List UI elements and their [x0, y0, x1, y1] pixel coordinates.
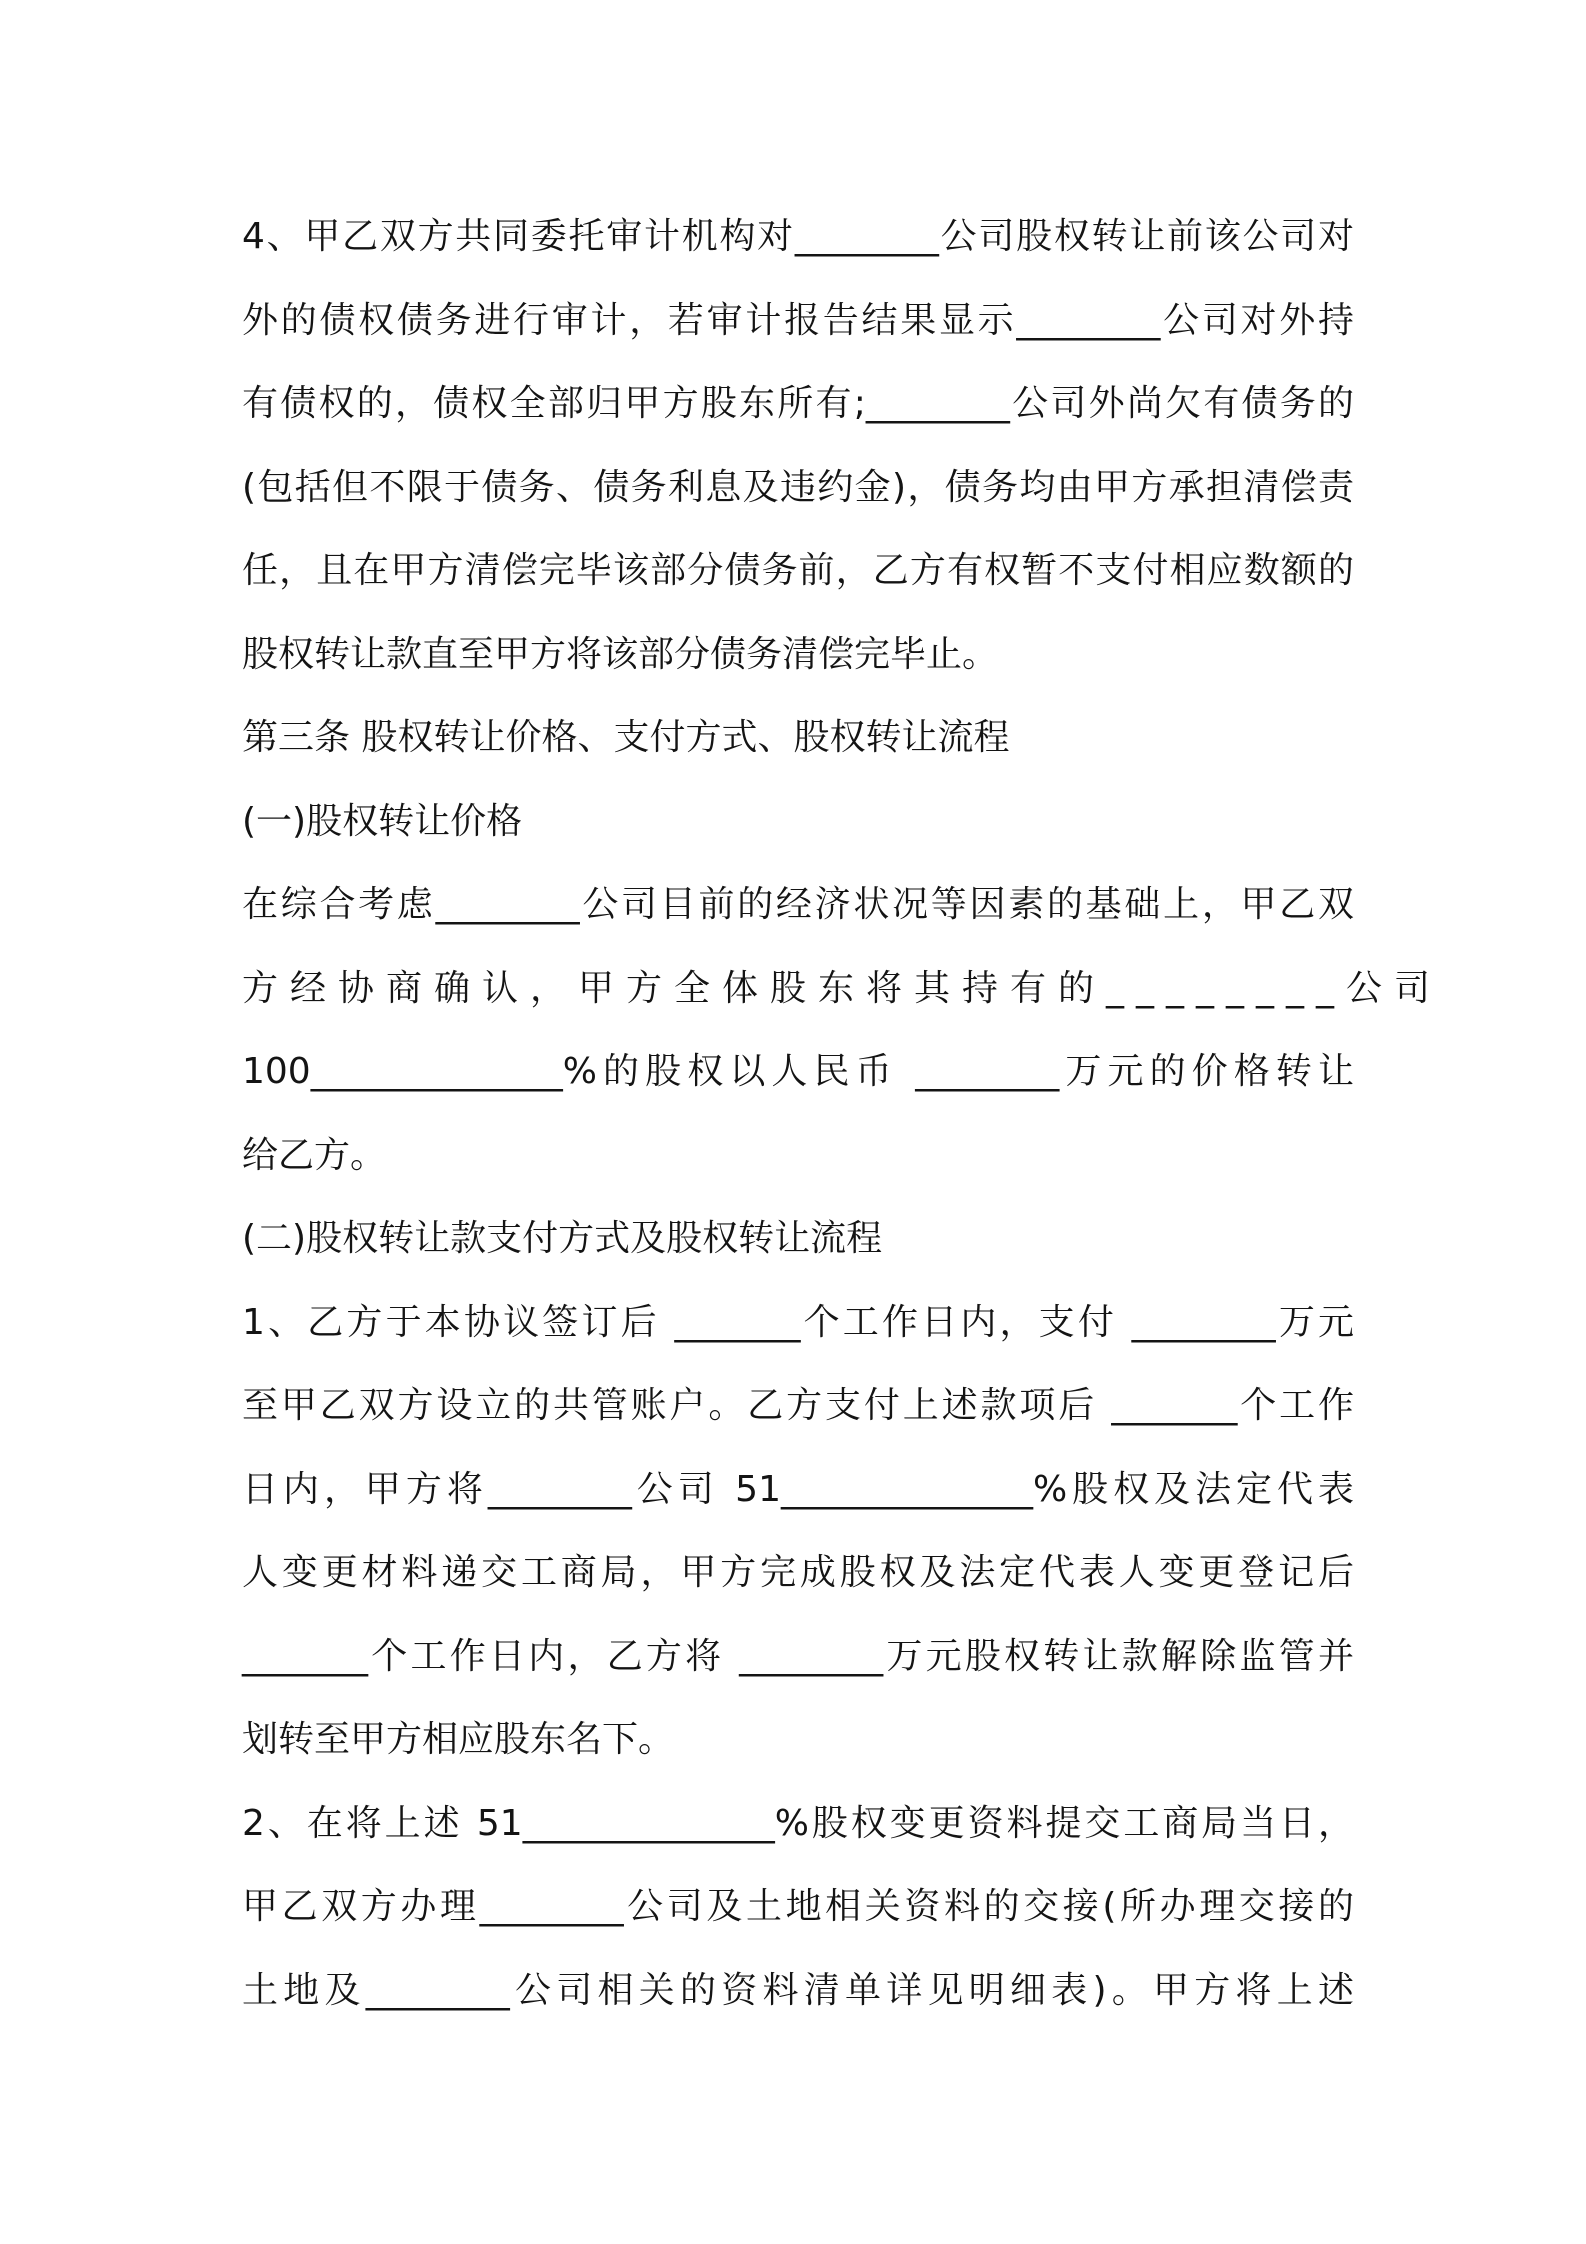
price-paragraph-line-1: 在综合考虑________公司目前的经济状况等因素的基础上，甲乙双 [242, 884, 1354, 925]
clause-2-line-1: 2、在将上述 51______________%股权变更资料提交工商局当日， [242, 1802, 1354, 1844]
price-paragraph-line-2: 方经协商确认，甲方全体股东将其持有的________公司 [242, 967, 1443, 1009]
article-3-heading: 第三条 股权转让价格、支付方式、股权转让流程 [242, 717, 1010, 758]
price-paragraph-line-4: 给乙方。 [242, 1134, 387, 1176]
clause-1-line-3: 日内，甲方将________公司 51______________%股权及法定代表 [242, 1468, 1354, 1510]
section-2-heading: (二)股权转让款支付方式及股权转让流程 [242, 1218, 883, 1259]
document-body [242, 195, 1443, 2032]
paragraph-4-line-3: 有债权的，债权全部归甲方股东所有;________公司外尚欠有债务的 [242, 383, 1354, 424]
clause-1-line-6: 划转至甲方相应股东名下。 [242, 1719, 675, 1760]
paragraph-4-line-4: (包括但不限于债务、债务利息及违约金)，债务均由甲方承担清偿责 [242, 466, 1354, 508]
clause-2-line-3: 土地及________公司相关的资料清单详见明细表)。甲方将上述 [242, 1969, 1354, 2011]
paragraph-4-line-6: 股权转让款直至甲方将该部分债务清偿完毕止。 [242, 633, 999, 675]
paragraph-4-line-5: 任，且在甲方清偿完毕该部分债务前，乙方有权暂不支付相应数额的 [242, 550, 1354, 591]
clause-1-line-1: 1、乙方于本协议签订后 _______个工作日内，支付 ________万元 [242, 1301, 1354, 1343]
paragraph-4-line-1: 4、甲乙双方共同委托审计机构对________公司股权转让前该公司对 [242, 216, 1354, 257]
paragraph-4-line-2: 外的债权债务进行审计，若审计报告结果显示________公司对外持 [242, 299, 1354, 341]
clause-1-line-5: _______个工作日内，乙方将 ________万元股权转让款解除监管并 [242, 1635, 1354, 1677]
section-1-heading: (一)股权转让价格 [242, 800, 523, 842]
clause-2-line-2: 甲乙双方办理________公司及土地相关资料的交接(所办理交接的 [242, 1886, 1354, 1927]
price-paragraph-line-3: 100______________%的股权以人民币 ________万元的价格转让 [242, 1051, 1354, 1092]
clause-1-line-4: 人变更材料递交工商局，甲方完成股权及法定代表人变更登记后 [242, 1552, 1354, 1593]
clause-1-line-2: 至甲乙双方设立的共管账户。乙方支付上述款项后 _______个工作 [242, 1385, 1354, 1426]
